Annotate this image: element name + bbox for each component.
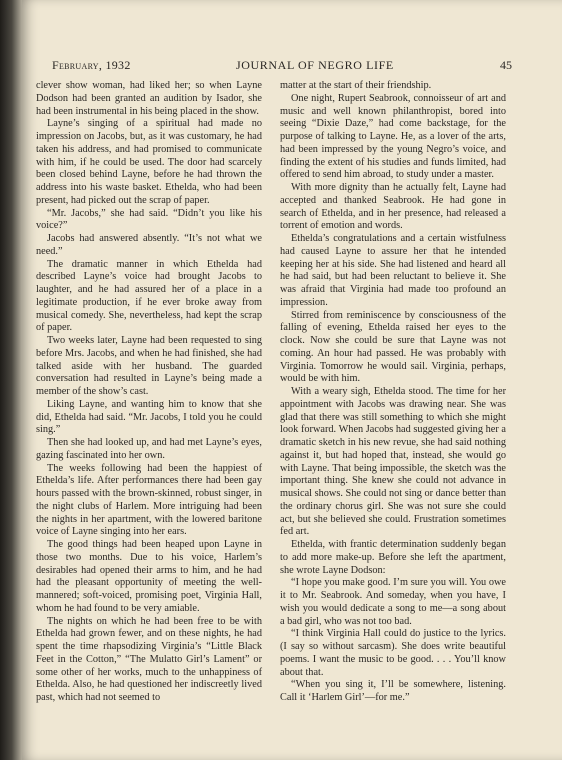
paragraph: “I think Virginia Hall could do justice to the lyrics. (I say so without sarcasm). She does write beautiful poems. I want the music to be good. . . . You’ll know about that. (280, 628, 506, 678)
journal-page (22, 0, 562, 760)
paragraph: One night, Rupert Seabrook, connoisseur of art and music and well known philanthropist, bored into seeing “Dixie Daze,” had come backstage, for the purpose of talking to Layne. He, as a lover of the arts, had been impressed by the young Negro’s voice, and finding the extent of his studies and funds limited, had offered to send him abroad, to study under a master. (280, 92, 506, 181)
page-number: 45 (500, 58, 512, 72)
running-header (52, 58, 512, 74)
paragraph: The weeks following had been the happiest of Ethelda’s life. After performances there had been gay hours passed with the brown-skinned, robust singer, in the night clubs of Harlem. More intriguing had been the nights in her apartment, with the lowered baritone voice of Layne singing into her ears. (36, 462, 262, 538)
header-journal-title: JOURNAL OF NEGRO LIFE (236, 58, 394, 72)
paragraph: Ethelda’s congratulations and a certain wistfulness had caused Layne to assure her that he intended keeping her at his side. She had listened and heard all he had said, but had been reluctant to believe it. She was afraid that Virginia had made too profound an impression. (280, 233, 506, 308)
paragraph: clever show woman, had liked her; so when Layne Dodson had been granted an audition by Isador, she had been instrumental in his being placed in the show. (36, 80, 262, 117)
header-date: February, 1932 (52, 58, 131, 72)
paragraph: “When you sing it, I’ll be somewhere, listening. Call it ‘Harlem Girl’—for me.” (280, 679, 506, 703)
paragraph: Then she had looked up, and had met Layne’s eyes, gazing fascinated into her own. (36, 437, 262, 461)
right-column (280, 80, 506, 705)
paragraph: “Mr. Jacobs,” she had said. “Didn’t you like his voice?” (36, 207, 262, 232)
paragraph: With a weary sigh, Ethelda stood. The time for her appointment with Jacobs was drawing near. She was glad that there was still something to which she might look forward. When Jacobs had suggested giving her a dramatic sketch in his new revue, she had said nothing against it, but had hoped that, instead, she would go with Layne. That being impossible, the sketch was the important thing. She knew she could not advance in musical shows. She could not sing or dance better than the ordinary chorus girl. She was not sure she could act, but she believed she could. Frustration sometimes fed art. (280, 386, 506, 538)
paragraph: The nights on which he had been free to be with Ethelda had grown fewer, and on these nights, he had spent the time rhapsodizing Virginia’s “Little Black Feet in the Cotton,” “The Mulatto Girl’s Lament” or some other of her works, much to the unhappiness of Ethelda. Also, he had questioned her indiscreetly lived past, which had not seemed to (36, 615, 262, 703)
paragraph: Layne’s singing of a spiritual had made no impression on Jacobs, but, as it was customary, he had taken his address, and had promised to communicate with him, if he could be used. The door had scarcely been closed behind Layne, before he had thrown the address into his waste basket. Ethelda, who had been present, had picked out the scrap of paper. (36, 118, 262, 206)
paragraph: The good things had been heaped upon Layne in those two months. Due to his voice, Harlem’s desirables had opened their arms to him, and he had had the pleasant opportunity of meeting the well-mannered; soft-voiced, promising poet, Virginia Hall, whom he had found to be very amiable. (36, 539, 262, 614)
left-column (36, 80, 262, 705)
paragraph: matter at the start of their friendship. (280, 80, 432, 91)
paragraph: Ethelda, with frantic determination suddenly began to add more make-up. Before she left the apartment, she wrote Layne Dodson: (280, 539, 506, 576)
paragraph: Liking Layne, and wanting him to know that she did, Ethelda had said. “Mr. Jacobs, I told you he could sing.” (36, 398, 262, 436)
paragraph: “I hope you make good. I’m sure you will. You owe it to Mr. Seabrook. And someday, when you have, I wish you would dedicate a song to me—a song about a bad girl, who was not too bad. (280, 577, 506, 627)
paragraph: Stirred from reminiscence by consciousness of the falling of evening, Ethelda raised her eyes to the clock. Now she could be sure that Layne was not coming. An hour had passed. He was probably with Virginia. Tomorrow he would sail. Virginia, perhaps, would be with him. (280, 309, 506, 385)
paragraph: The dramatic manner in which Ethelda had described Layne’s voice had brought Jacobs to laughter, and he had assured her of a place in a legitimate production, if he ever broke away from musical comedy. She, nevertheless, had kept the scrap of paper. (36, 258, 262, 334)
paragraph: Jacobs had answered absently. “It’s not what we need.” (36, 233, 262, 257)
paragraph: Two weeks later, Layne had been requested to sing before Mrs. Jacobs, and when he had finished, she had talked aside with her husband. The guarded conversation had resulted in Layne’s being made a member of the show’s cast. (36, 335, 262, 397)
paragraph: With more dignity than he actually felt, Layne had accepted and thanked Seabrook. He had gone in search of Ethelda, and in her presence, had released a torrent of emotion and words. (280, 182, 506, 232)
